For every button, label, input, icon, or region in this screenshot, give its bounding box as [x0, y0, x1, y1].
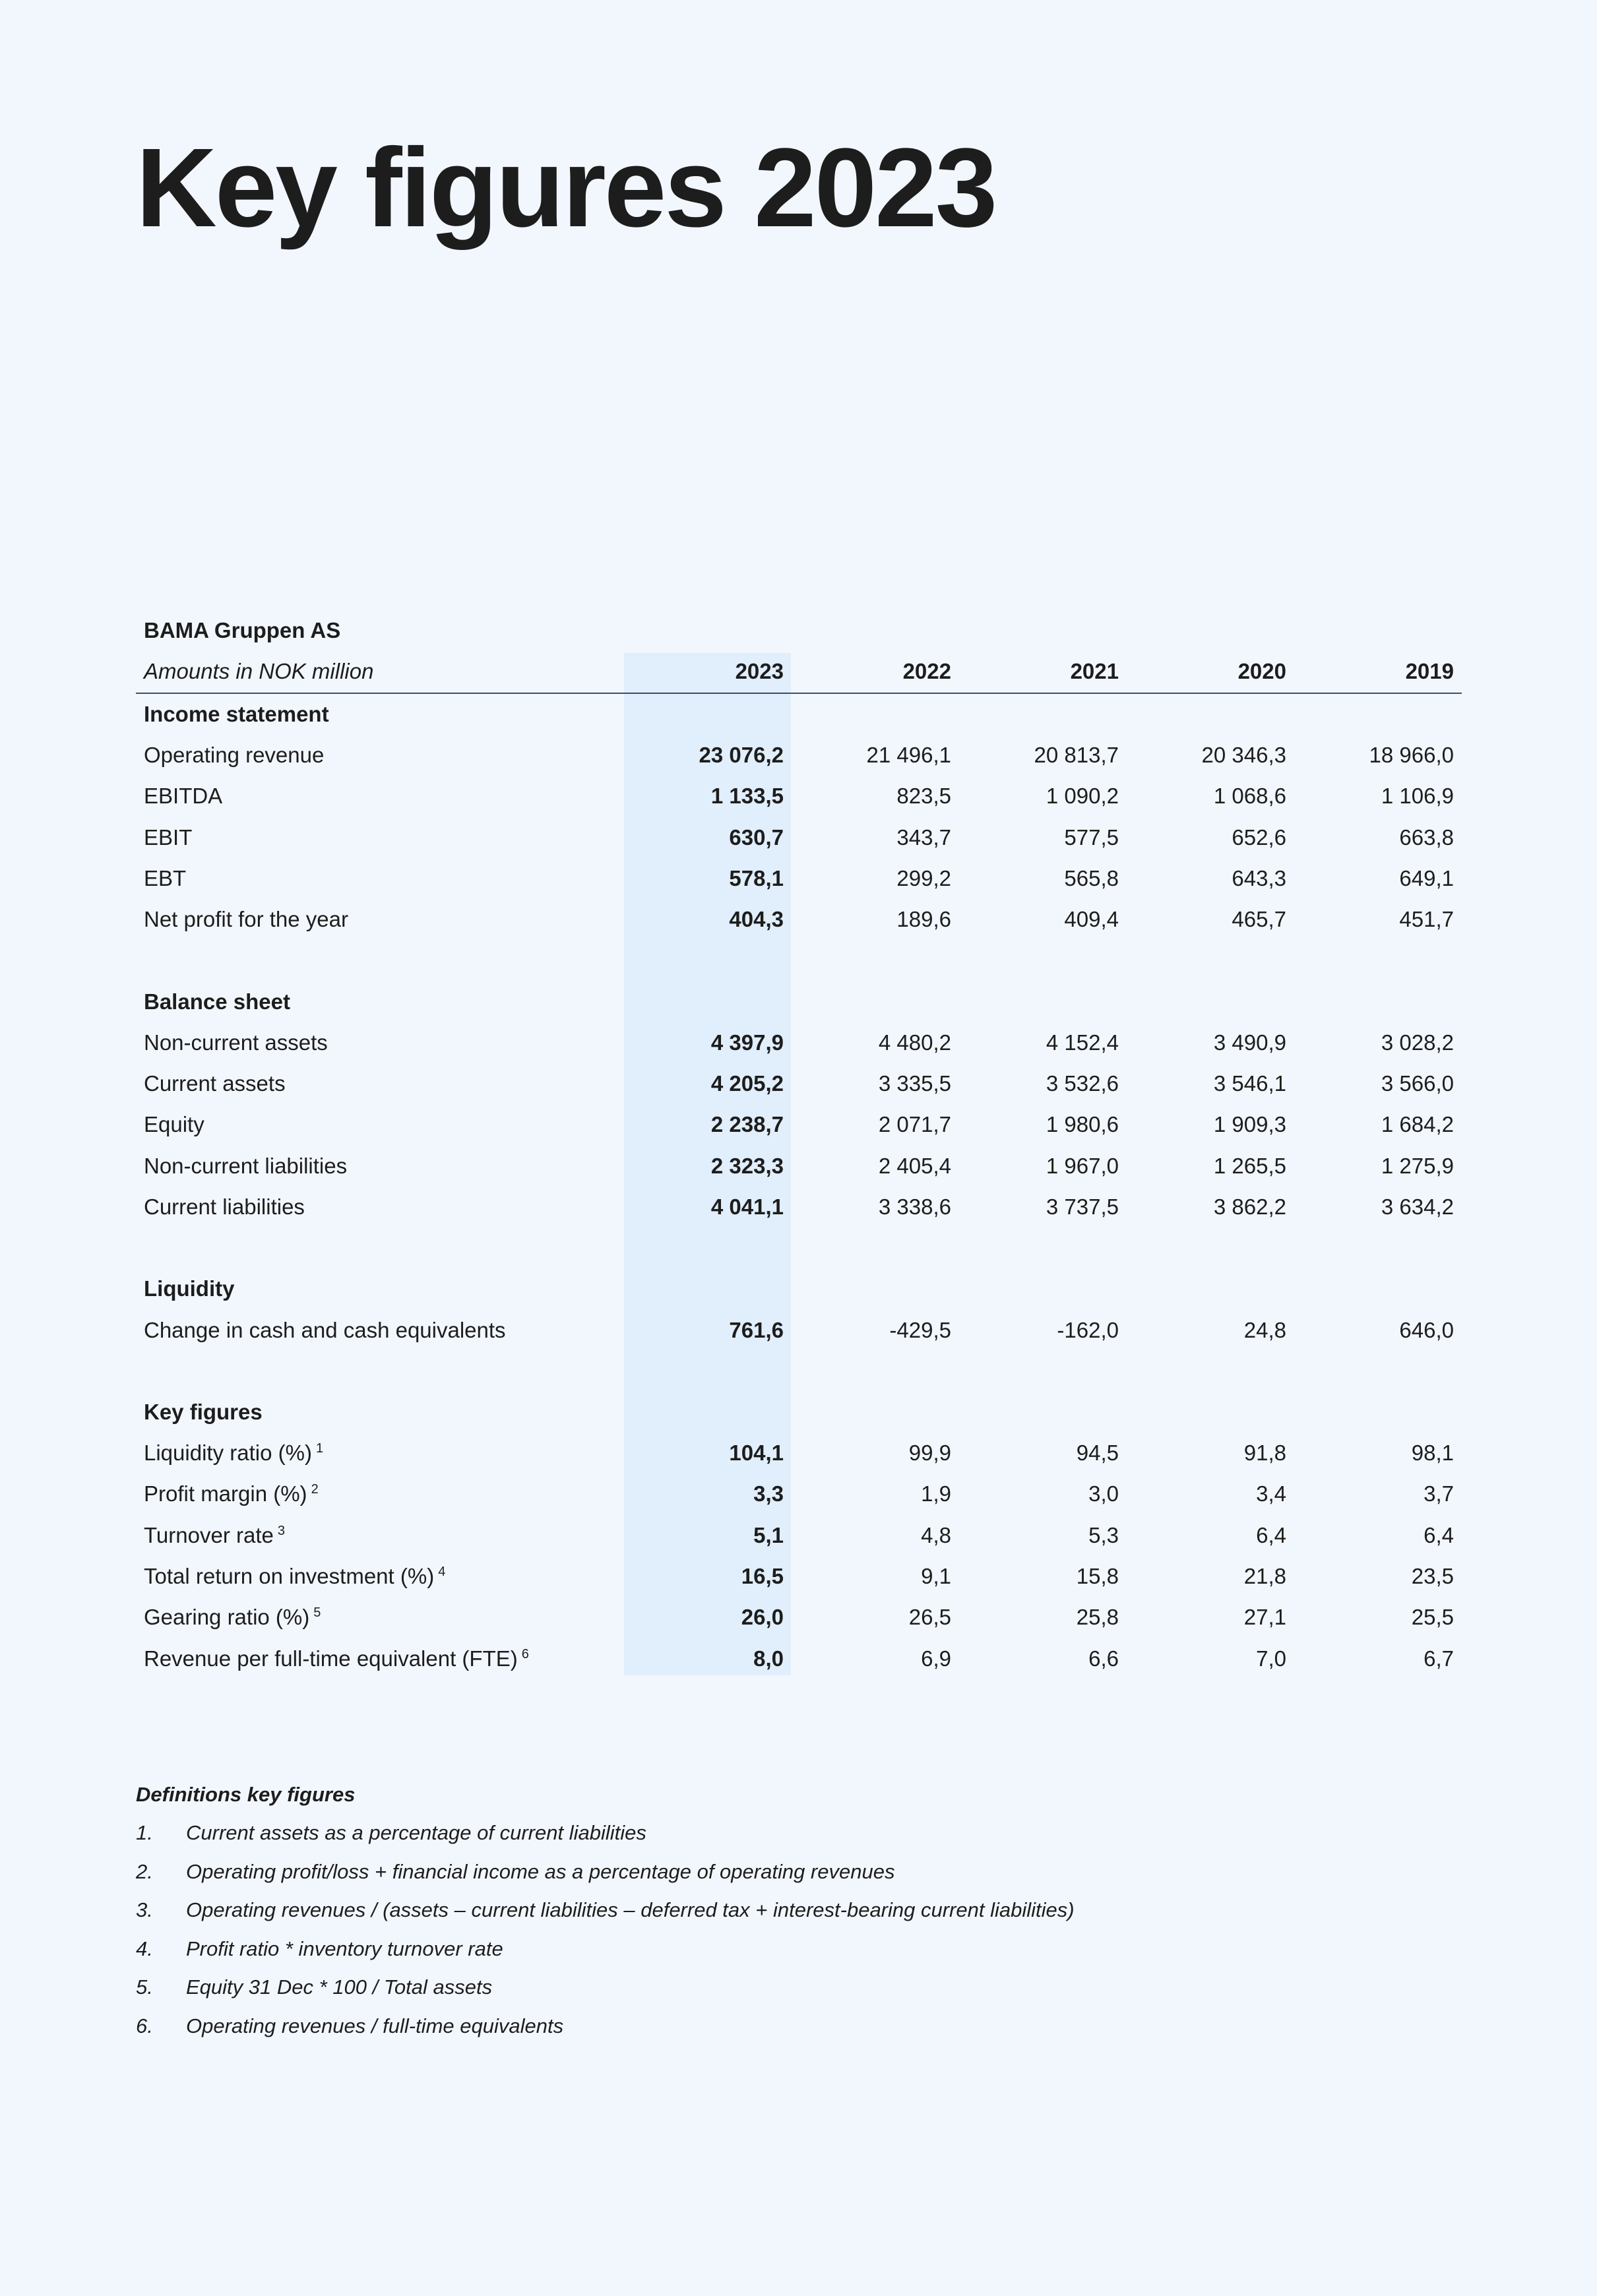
value-cell: 23,5 [1411, 1564, 1454, 1589]
value-cell: 3 532,6 [1046, 1071, 1119, 1096]
footnote-marker: 2 [311, 1482, 319, 1497]
section-heading: Liquidity [144, 1276, 235, 1301]
value-cell: 343,7 [896, 824, 951, 850]
value-cell: 91,8 [1243, 1441, 1286, 1466]
value-cell: 6,4 [1424, 1522, 1454, 1547]
spacer-row [136, 940, 1462, 981]
value-cell: 1 106,9 [1381, 784, 1454, 809]
table-row [136, 1063, 1462, 1104]
definition-item [136, 1898, 1075, 1937]
value-cell: 5,1 [753, 1522, 784, 1547]
value-cell: 25,8 [1076, 1605, 1119, 1630]
key-figures-table [136, 610, 1462, 1679]
value-cell: 4 205,2 [710, 1071, 784, 1096]
year-header: 2020 [1127, 651, 1294, 693]
definition-item [136, 1821, 1075, 1860]
value-cell: 3,0 [1088, 1481, 1119, 1506]
value-cell: 3 028,2 [1381, 1030, 1454, 1055]
value-cell: 451,7 [1399, 907, 1454, 932]
row-label-cell [136, 1556, 624, 1597]
value-cell: 649,1 [1399, 865, 1454, 890]
value-cell: 16,5 [741, 1564, 784, 1589]
section-heading: Income statement [144, 701, 329, 726]
row-label-cell [136, 735, 624, 776]
definition-number: 4. [136, 1937, 153, 1960]
section-heading-row [136, 981, 1462, 1022]
table-row [136, 1187, 1462, 1227]
value-cell: 409,4 [1064, 907, 1119, 932]
table-row [136, 1309, 1462, 1350]
row-label: Profit margin (%) [144, 1481, 307, 1506]
value-cell: 99,9 [908, 1441, 951, 1466]
value-cell: 6,6 [1088, 1646, 1119, 1671]
row-label: Non-current assets [144, 1030, 328, 1055]
value-cell: 26,0 [741, 1605, 784, 1630]
row-label: Net profit for the year [144, 907, 348, 932]
row-label-cell [136, 817, 624, 857]
row-label: Current assets [144, 1071, 286, 1096]
value-cell: 2 071,7 [878, 1112, 951, 1137]
definitions-section [136, 1783, 1075, 2053]
value-cell: 643,3 [1232, 865, 1286, 890]
footnote-marker: 3 [277, 1523, 285, 1538]
definition-number: 1. [136, 1821, 153, 1844]
row-label: Change in cash and cash equivalents [144, 1317, 506, 1342]
value-cell: 4,8 [921, 1522, 951, 1547]
value-cell: 20 346,3 [1201, 743, 1286, 768]
company-name: BAMA Gruppen AS [144, 618, 341, 643]
value-cell: 20 813,7 [1034, 743, 1119, 768]
value-cell: 663,8 [1399, 824, 1454, 850]
table-header-row [136, 651, 1462, 693]
year-header: 2022 [792, 651, 959, 693]
row-label-cell [136, 1063, 624, 1104]
row-label: Gearing ratio (%) [144, 1605, 310, 1630]
table-row [136, 899, 1462, 940]
value-cell: 1 133,5 [710, 784, 784, 809]
value-cell: 1 967,0 [1046, 1153, 1119, 1178]
value-cell: 4 480,2 [878, 1030, 951, 1055]
row-label: Total return on investment (%) [144, 1564, 435, 1589]
value-cell: 27,1 [1243, 1605, 1286, 1630]
table-row [136, 776, 1462, 817]
value-cell: 15,8 [1076, 1564, 1119, 1589]
table-row [136, 1146, 1462, 1187]
value-cell: 761,6 [729, 1317, 784, 1342]
spacer-row [136, 1227, 1462, 1268]
value-cell: 3,4 [1256, 1481, 1286, 1506]
row-label-cell [136, 899, 624, 940]
value-cell: 4 152,4 [1046, 1030, 1119, 1055]
value-cell: 2 323,3 [710, 1153, 784, 1178]
definition-text: Equity 31 Dec * 100 / Total assets [186, 1975, 493, 1999]
value-cell: 3 335,5 [878, 1071, 951, 1096]
definition-text: Current assets as a percentage of current liabilities [186, 1821, 646, 1844]
value-cell: 577,5 [1064, 824, 1119, 850]
page-title: Key figures 2023 [136, 125, 996, 251]
value-cell: -162,0 [1057, 1317, 1119, 1342]
table-row [136, 1104, 1462, 1145]
value-cell: 299,2 [896, 865, 951, 890]
definition-number: 2. [136, 1859, 153, 1883]
row-label-cell [136, 858, 624, 899]
row-label: Operating revenue [144, 743, 325, 768]
definitions-title: Definitions key figures [136, 1783, 356, 1806]
year-header: 2023 [624, 651, 792, 693]
value-cell: 3 338,6 [878, 1195, 951, 1219]
value-cell: 3 490,9 [1213, 1030, 1286, 1055]
table-row [136, 817, 1462, 857]
value-cell: 1 090,2 [1046, 784, 1119, 809]
value-cell: 1 909,3 [1213, 1112, 1286, 1137]
value-cell: 1 265,5 [1213, 1153, 1286, 1178]
value-cell: 21 496,1 [866, 743, 951, 768]
table-row [136, 735, 1462, 776]
row-label: EBIT [144, 824, 193, 850]
value-cell: 94,5 [1076, 1441, 1119, 1466]
value-cell: 646,0 [1399, 1317, 1454, 1342]
table-row [136, 1022, 1462, 1063]
footnote-marker: 5 [313, 1605, 321, 1621]
value-cell: 8,0 [753, 1646, 784, 1671]
footnote-marker: 4 [438, 1565, 446, 1580]
value-cell: 3,3 [753, 1481, 784, 1506]
definition-text: Operating revenues / (assets – current liabilities – deferred tax + interest-bearing current liabilities) [186, 1898, 1075, 1921]
value-cell: 189,6 [896, 907, 951, 932]
value-cell: 404,3 [729, 907, 784, 932]
value-cell: 3 634,2 [1381, 1195, 1454, 1219]
value-cell: 1 068,6 [1213, 784, 1286, 809]
definitions-list [136, 1821, 1075, 2053]
definition-number: 5. [136, 1975, 153, 1999]
definition-text: Operating revenues / full-time equivalents [186, 2014, 564, 2037]
row-label: Current liabilities [144, 1195, 305, 1219]
row-label: Turnover rate [144, 1522, 274, 1547]
row-label-cell [136, 1022, 624, 1063]
row-label: Non-current liabilities [144, 1153, 348, 1178]
value-cell: 652,6 [1232, 824, 1286, 850]
value-cell: 7,0 [1256, 1646, 1286, 1671]
footnote-marker: 1 [315, 1441, 324, 1456]
definition-number: 3. [136, 1898, 153, 1921]
value-cell: 6,4 [1256, 1522, 1286, 1547]
row-label-cell [136, 1309, 624, 1350]
company-row [136, 610, 1462, 651]
row-label-cell [136, 1433, 624, 1474]
value-cell: 21,8 [1243, 1564, 1286, 1589]
row-label-cell [136, 1638, 624, 1679]
definition-item [136, 1975, 1075, 2014]
definition-text: Operating profit/loss + financial income as a percentage of operating revenues [186, 1859, 895, 1883]
footnote-marker: 6 [521, 1646, 529, 1661]
section-heading-row [136, 1268, 1462, 1309]
row-label: EBITDA [144, 784, 223, 809]
row-label: EBT [144, 865, 187, 890]
value-cell: 3 737,5 [1046, 1195, 1119, 1219]
value-cell: 23 076,2 [699, 743, 784, 768]
value-cell: 1 275,9 [1381, 1153, 1454, 1178]
value-cell: 4 041,1 [710, 1195, 784, 1219]
table-row [136, 858, 1462, 899]
value-cell: 5,3 [1088, 1522, 1119, 1547]
value-cell: 465,7 [1232, 907, 1286, 932]
value-cell: 1,9 [921, 1481, 951, 1506]
section-heading: Key figures [144, 1399, 263, 1424]
table-row [136, 1556, 1462, 1597]
row-label-cell [136, 1515, 624, 1556]
value-cell: 6,7 [1424, 1646, 1454, 1671]
value-cell: 26,5 [908, 1605, 951, 1630]
key-figures-table-container [136, 610, 1462, 1679]
value-cell: 630,7 [729, 824, 784, 850]
value-cell: 25,5 [1411, 1605, 1454, 1630]
row-label: Equity [144, 1112, 204, 1137]
table-row [136, 1474, 1462, 1514]
value-cell: 3 862,2 [1213, 1195, 1286, 1219]
table-row [136, 1597, 1462, 1638]
row-label-cell [136, 1104, 624, 1145]
table-row [136, 1515, 1462, 1556]
definition-item [136, 1860, 1075, 1899]
value-cell: 24,8 [1243, 1317, 1286, 1342]
value-cell: 98,1 [1411, 1441, 1454, 1466]
row-label: Liquidity ratio (%) [144, 1441, 312, 1466]
value-cell: 3 546,1 [1213, 1071, 1286, 1096]
section-heading-row [136, 1392, 1462, 1433]
row-label-cell [136, 776, 624, 817]
value-cell: 3,7 [1424, 1481, 1454, 1506]
value-cell: 18 966,0 [1369, 743, 1454, 768]
value-cell: 3 566,0 [1381, 1071, 1454, 1096]
row-label-cell [136, 1146, 624, 1187]
table-row [136, 1638, 1462, 1679]
value-cell: 565,8 [1064, 865, 1119, 890]
value-cell: 6,9 [921, 1646, 951, 1671]
value-cell: 823,5 [896, 784, 951, 809]
units-label: Amounts in NOK million [136, 651, 624, 693]
row-label: Revenue per full-time equivalent (FTE) [144, 1646, 518, 1671]
row-label-cell [136, 1597, 624, 1638]
value-cell: -429,5 [889, 1317, 951, 1342]
spacer-row [136, 1351, 1462, 1392]
value-cell: 578,1 [729, 865, 784, 890]
row-label-cell [136, 1187, 624, 1227]
section-heading: Balance sheet [144, 989, 290, 1014]
value-cell: 104,1 [729, 1441, 784, 1466]
section-heading-row [136, 693, 1462, 735]
definition-text: Profit ratio * inventory turnover rate [186, 1937, 503, 1960]
value-cell: 2 405,4 [878, 1153, 951, 1178]
value-cell: 2 238,7 [710, 1112, 784, 1137]
value-cell: 1 980,6 [1046, 1112, 1119, 1137]
value-cell: 1 684,2 [1381, 1112, 1454, 1137]
definition-number: 6. [136, 2014, 153, 2037]
table-row [136, 1433, 1462, 1474]
year-header: 2019 [1294, 651, 1462, 693]
value-cell: 9,1 [921, 1564, 951, 1589]
definition-item [136, 1937, 1075, 1976]
row-label-cell [136, 1474, 624, 1514]
definition-item [136, 2014, 1075, 2053]
year-header: 2021 [959, 651, 1127, 693]
value-cell: 4 397,9 [710, 1030, 784, 1055]
